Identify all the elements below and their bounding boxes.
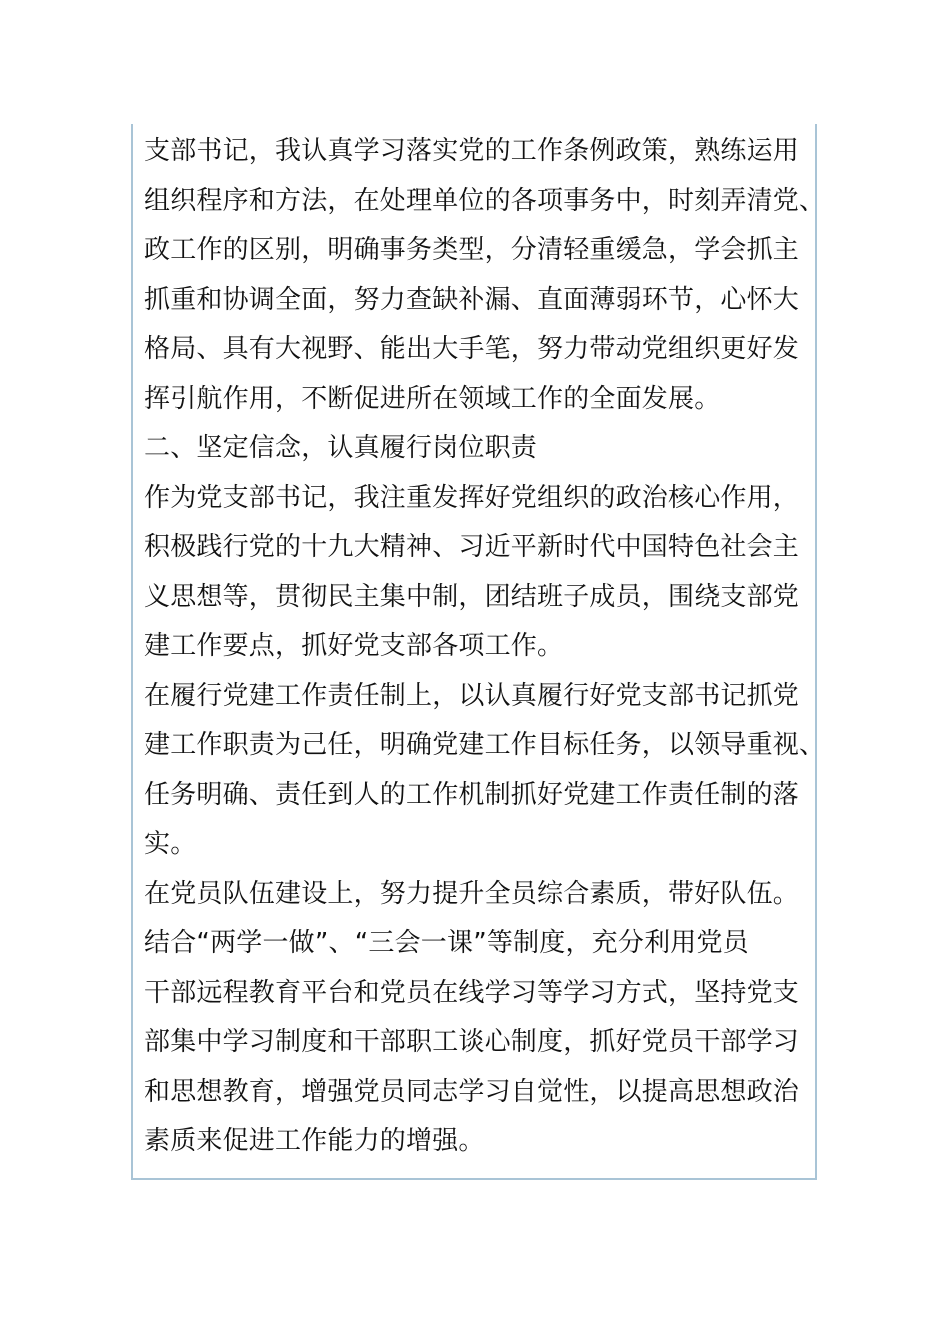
text-line: 积极践行党的十九大精神、习近平新时代中国特色社会主 bbox=[144, 532, 800, 562]
text-line: 结合“两学一做”、“三会一课”等制度，充分利用党员 bbox=[144, 928, 749, 958]
text-line: 抓重和协调全面，努力查缺补漏、直面薄弱环节，心怀大 bbox=[144, 284, 800, 315]
text-line: 在党员队伍建设上，努力提升全员综合素质，带好队伍。 bbox=[144, 878, 800, 909]
text-line: 任务明确、责任到人的工作机制抓好党建工作责任制的落 bbox=[144, 779, 800, 810]
text-line: 义思想等，贯彻民主集中制，团结班子成员，围绕支部党 bbox=[144, 581, 800, 612]
text-line: 支部书记，我认真学习落实党的工作条例政策，熟练运用 bbox=[144, 136, 800, 166]
text-line: 素质来促进工作能力的增强。 bbox=[144, 1126, 485, 1156]
section-heading: 二、坚定信念，认真履行岗位职责 bbox=[144, 433, 538, 463]
text-line: 建工作要点，抓好党支部各项工作。 bbox=[144, 631, 564, 661]
text-line: 组织程序和方法，在处理单位的各项事务中，时刻弄清党、 bbox=[144, 185, 826, 216]
document-body bbox=[144, 127, 826, 1167]
text-line: 格局、具有大视野、能出大手笔，努力带动党组织更好发 bbox=[144, 334, 800, 364]
text-line: 干部远程教育平台和党员在线学习等学习方式，坚持党支 bbox=[144, 977, 800, 1008]
text-line: 作为党支部书记，我注重发挥好党组织的政治核心作用， bbox=[144, 482, 800, 513]
text-line: 政工作的区别，明确事务类型，分清轻重缓急，学会抓主 bbox=[144, 235, 800, 265]
text-line: 建工作职责为己任，明确党建工作目标任务，以领导重视、 bbox=[144, 730, 826, 760]
text-line: 实。 bbox=[144, 829, 197, 859]
text-line: 和思想教育，增强党员同志学习自觉性，以提高思想政治 bbox=[144, 1076, 800, 1107]
text-line: 挥引航作用，不断促进所在领域工作的全面发展。 bbox=[144, 383, 721, 414]
text-line: 部集中学习制度和干部职工谈心制度，抓好党员干部学习 bbox=[144, 1027, 800, 1057]
text-line: 在履行党建工作责任制上，以认真履行好党支部书记抓党 bbox=[144, 680, 800, 711]
